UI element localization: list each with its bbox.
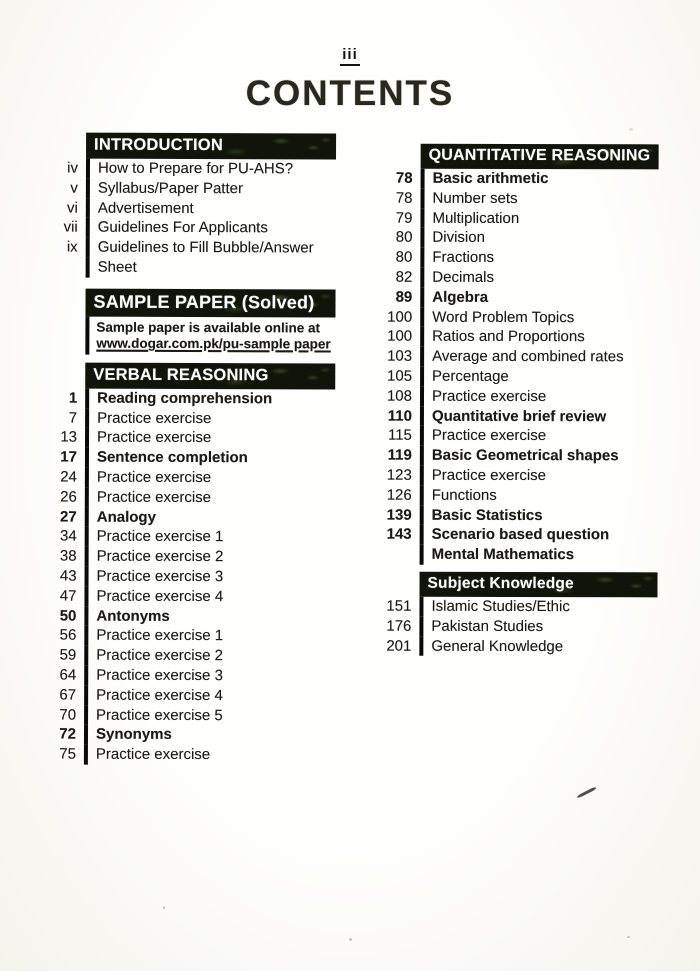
toc-page-number xyxy=(370,545,420,565)
toc-entry-label: Practice exercise 3 xyxy=(85,567,344,588)
toc-page-number: 78 xyxy=(395,189,413,207)
toc-row xyxy=(39,586,343,607)
toc-entry-label: General Knowledge xyxy=(419,636,673,656)
toc-page-number: 80 xyxy=(395,229,413,247)
toc-entry-label: Basic Statistics xyxy=(420,505,674,525)
toc-row xyxy=(370,287,674,308)
toc-entry-label: Practice exercise xyxy=(420,466,674,486)
toc-entry-label: Fractions xyxy=(420,248,674,268)
toc-page-number: 201 xyxy=(386,637,412,655)
toc-page-number: iv xyxy=(67,159,79,177)
toc-row xyxy=(39,606,343,627)
sample-paper-url: www.dogar.com.pk/pu-sample paper xyxy=(96,335,331,352)
toc-row xyxy=(40,467,344,488)
section-header-quantitative-reasoning: QUANTITATIVE REASONING xyxy=(421,144,659,170)
toc-row-continuation xyxy=(370,545,674,566)
toc-row xyxy=(370,248,674,269)
toc-page-number: 72 xyxy=(59,725,77,743)
toc-row xyxy=(41,158,345,179)
toc-row xyxy=(40,547,344,568)
toc-entry-label: Multiplication xyxy=(420,208,674,228)
section-header-verbal-reasoning: VERBAL REASONING xyxy=(85,362,335,389)
toc-page-number: 151 xyxy=(386,597,412,615)
toc-row xyxy=(40,507,344,528)
toc-page-number: 115 xyxy=(387,427,412,445)
toc-entry-label: Practice exercise 3 xyxy=(84,666,343,687)
toc-row xyxy=(370,426,674,447)
toc-row xyxy=(370,505,674,526)
toc-row xyxy=(40,487,344,508)
toc-page-number: 26 xyxy=(60,488,77,506)
toc-row xyxy=(370,228,674,249)
toc-page-number xyxy=(41,257,86,277)
toc-row xyxy=(370,327,674,348)
toc-entry-label: Number sets xyxy=(421,189,675,209)
toc-row xyxy=(369,616,673,637)
toc-page-number: 103 xyxy=(387,347,413,365)
sample-paper-note xyxy=(85,316,335,355)
toc-entry-label: Practice exercise 4 xyxy=(84,685,343,706)
toc-entry-label: Functions xyxy=(420,485,674,505)
toc-page-number: ix xyxy=(66,238,78,256)
toc-row xyxy=(41,238,345,259)
toc-entry-label: Percentage xyxy=(420,367,674,387)
toc-entry-label: Word Problem Topics xyxy=(420,307,674,327)
toc-row xyxy=(39,665,343,686)
folio-container xyxy=(0,46,700,66)
toc-page-number: 78 xyxy=(395,169,413,187)
toc-row xyxy=(370,367,674,388)
toc-entry-label: Quantitative brief review xyxy=(420,406,674,426)
toc-page-number: 50 xyxy=(59,607,77,625)
toc-entry-label: Practice exercise 1 xyxy=(84,626,343,647)
toc-row xyxy=(39,725,343,746)
toc-entry-label: Practice exercise 2 xyxy=(84,646,343,667)
toc-entry-label: Syllabus/Paper Patter xyxy=(86,178,345,199)
toc-page-number: 100 xyxy=(387,308,413,326)
toc-row xyxy=(371,169,675,190)
toc-row xyxy=(370,386,674,407)
toc-page-number: 105 xyxy=(387,367,413,385)
toc-row xyxy=(40,527,344,548)
toc-page-number: 79 xyxy=(395,209,413,227)
toc-column-right xyxy=(369,144,674,657)
toc-column-left xyxy=(39,132,345,765)
toc-entry-label: Synonyms xyxy=(84,725,343,746)
toc-row xyxy=(370,208,674,229)
toc-page-number: 108 xyxy=(386,387,413,405)
toc-entry-label: Sheet xyxy=(86,258,345,279)
toc-entry-label: Practice exercise xyxy=(420,426,674,446)
scan-speck xyxy=(163,906,165,909)
toc-row xyxy=(41,198,345,219)
toc-entry-label: Ratios and Proportions xyxy=(420,327,674,347)
toc-entry-label: Average and combined rates xyxy=(420,347,674,367)
toc-entry-label: Antonyms xyxy=(84,606,343,627)
page-title: CONTENTS xyxy=(245,74,455,113)
scan-speck xyxy=(349,938,352,941)
toc-page-number: 64 xyxy=(59,666,77,684)
toc-entry-label: Basic arithmetic xyxy=(421,169,675,189)
toc-entry-label: Reading comprehension xyxy=(85,388,344,409)
toc-page-number: 176 xyxy=(386,617,412,635)
toc-page-number: 82 xyxy=(395,268,413,286)
page-folio: iii xyxy=(340,46,360,66)
toc-entry-label: Algebra xyxy=(420,288,674,308)
toc-entry-label: Analogy xyxy=(85,507,344,528)
toc-page-number: 27 xyxy=(60,508,77,526)
toc-row xyxy=(40,448,344,469)
toc-entry-label: Pakistan Studies xyxy=(419,616,673,636)
toc-page-number: vii xyxy=(63,218,78,236)
toc-row xyxy=(369,636,673,657)
toc-row xyxy=(39,745,343,766)
toc-page-number: 70 xyxy=(59,706,77,724)
toc-row xyxy=(39,705,343,726)
toc-row xyxy=(370,525,674,546)
toc-page-number: v xyxy=(70,179,78,197)
toc-entry-label: Advertisement xyxy=(86,198,345,219)
toc-row xyxy=(369,597,673,618)
toc-page-number: 126 xyxy=(386,486,412,504)
toc-page-number: 47 xyxy=(59,587,77,605)
toc-page-number: 56 xyxy=(59,626,77,644)
toc-page-number: 17 xyxy=(60,448,77,466)
toc-page-number: 119 xyxy=(387,446,412,464)
section-header-subject-knowledge: Subject Knowledge xyxy=(419,572,657,598)
toc-entry-label: Guidelines to Fill Bubble/Answer xyxy=(86,238,345,259)
toc-entry-label: Division xyxy=(420,228,674,248)
toc-page-number: 34 xyxy=(59,527,77,545)
toc-page-number: 38 xyxy=(59,547,77,565)
toc-row xyxy=(370,446,674,467)
toc-entry-label: Practice exercise xyxy=(85,468,344,489)
toc-row xyxy=(39,626,343,647)
sample-paper-note-line1: Sample paper is available online at xyxy=(96,319,321,336)
toc-entry-label: Decimals xyxy=(420,268,674,288)
toc-entry-label: Practice exercise 1 xyxy=(85,527,344,548)
toc-row xyxy=(40,408,344,429)
toc-entry-label: Practice exercise xyxy=(85,428,344,449)
toc-row xyxy=(370,347,674,368)
toc-row xyxy=(370,307,674,328)
toc-page-number: 24 xyxy=(60,468,77,486)
toc-page-number: 67 xyxy=(59,686,77,704)
toc-entry-label: Practice exercise xyxy=(84,745,343,766)
toc-row xyxy=(39,646,343,667)
toc-row xyxy=(41,218,345,239)
toc-row xyxy=(41,178,345,199)
toc-page-number: 100 xyxy=(387,328,413,346)
toc-page-number: vi xyxy=(66,199,78,217)
toc-entry-label: Guidelines For Applicants xyxy=(86,218,345,239)
toc-entry-label: Islamic Studies/Ethic xyxy=(419,597,673,617)
toc-row-continuation xyxy=(41,257,345,278)
toc-entry-label: Practice exercise 4 xyxy=(84,586,343,607)
toc-row xyxy=(370,466,674,487)
toc-page-number: 75 xyxy=(59,745,76,763)
toc-entry-label: Basic Geometrical shapes xyxy=(420,446,674,466)
toc-page-number: 80 xyxy=(395,248,413,266)
toc-entry-label: Practice exercise xyxy=(85,408,344,429)
toc-entry-label: Sentence completion xyxy=(85,448,344,469)
section-header-introduction: INTRODUCTION xyxy=(86,133,336,160)
toc-page-number: 89 xyxy=(395,288,413,306)
toc-page-number: 13 xyxy=(60,428,78,446)
toc-page-number: 143 xyxy=(386,525,412,544)
toc-row xyxy=(371,188,675,209)
toc-entry-label: Mental Mathematics xyxy=(420,545,674,565)
toc-entry-label: Practice exercise xyxy=(420,386,674,406)
toc-page-number: 110 xyxy=(387,407,412,425)
toc-row xyxy=(40,388,344,409)
toc-entry-label: How to Prepare for PU-AHS? xyxy=(86,159,345,180)
toc-row xyxy=(40,428,344,449)
section-header-sample-paper: SAMPLE PAPER (Solved) xyxy=(85,288,335,317)
scan-speck xyxy=(627,936,630,938)
toc-entry-label: Practice exercise 5 xyxy=(84,705,343,726)
toc-row xyxy=(39,685,343,706)
toc-page-number: 7 xyxy=(68,409,78,427)
toc-page-number: 123 xyxy=(386,466,412,484)
pen-mark xyxy=(577,786,597,798)
toc-entry-label: Practice exercise xyxy=(85,487,344,508)
toc-entry-label: Scenario based question xyxy=(420,525,674,545)
toc-entry-label: Practice exercise 2 xyxy=(85,547,344,568)
scan-speck xyxy=(476,651,478,653)
toc-row xyxy=(370,485,674,506)
toc-row xyxy=(370,406,674,427)
toc-row xyxy=(40,566,344,587)
toc-row xyxy=(370,268,674,289)
toc-page-number: 59 xyxy=(59,646,77,664)
scan-speck xyxy=(629,128,633,131)
toc-page-number: 139 xyxy=(386,506,412,524)
toc-page-number: 43 xyxy=(59,567,77,585)
toc-page-number: 1 xyxy=(68,389,78,407)
